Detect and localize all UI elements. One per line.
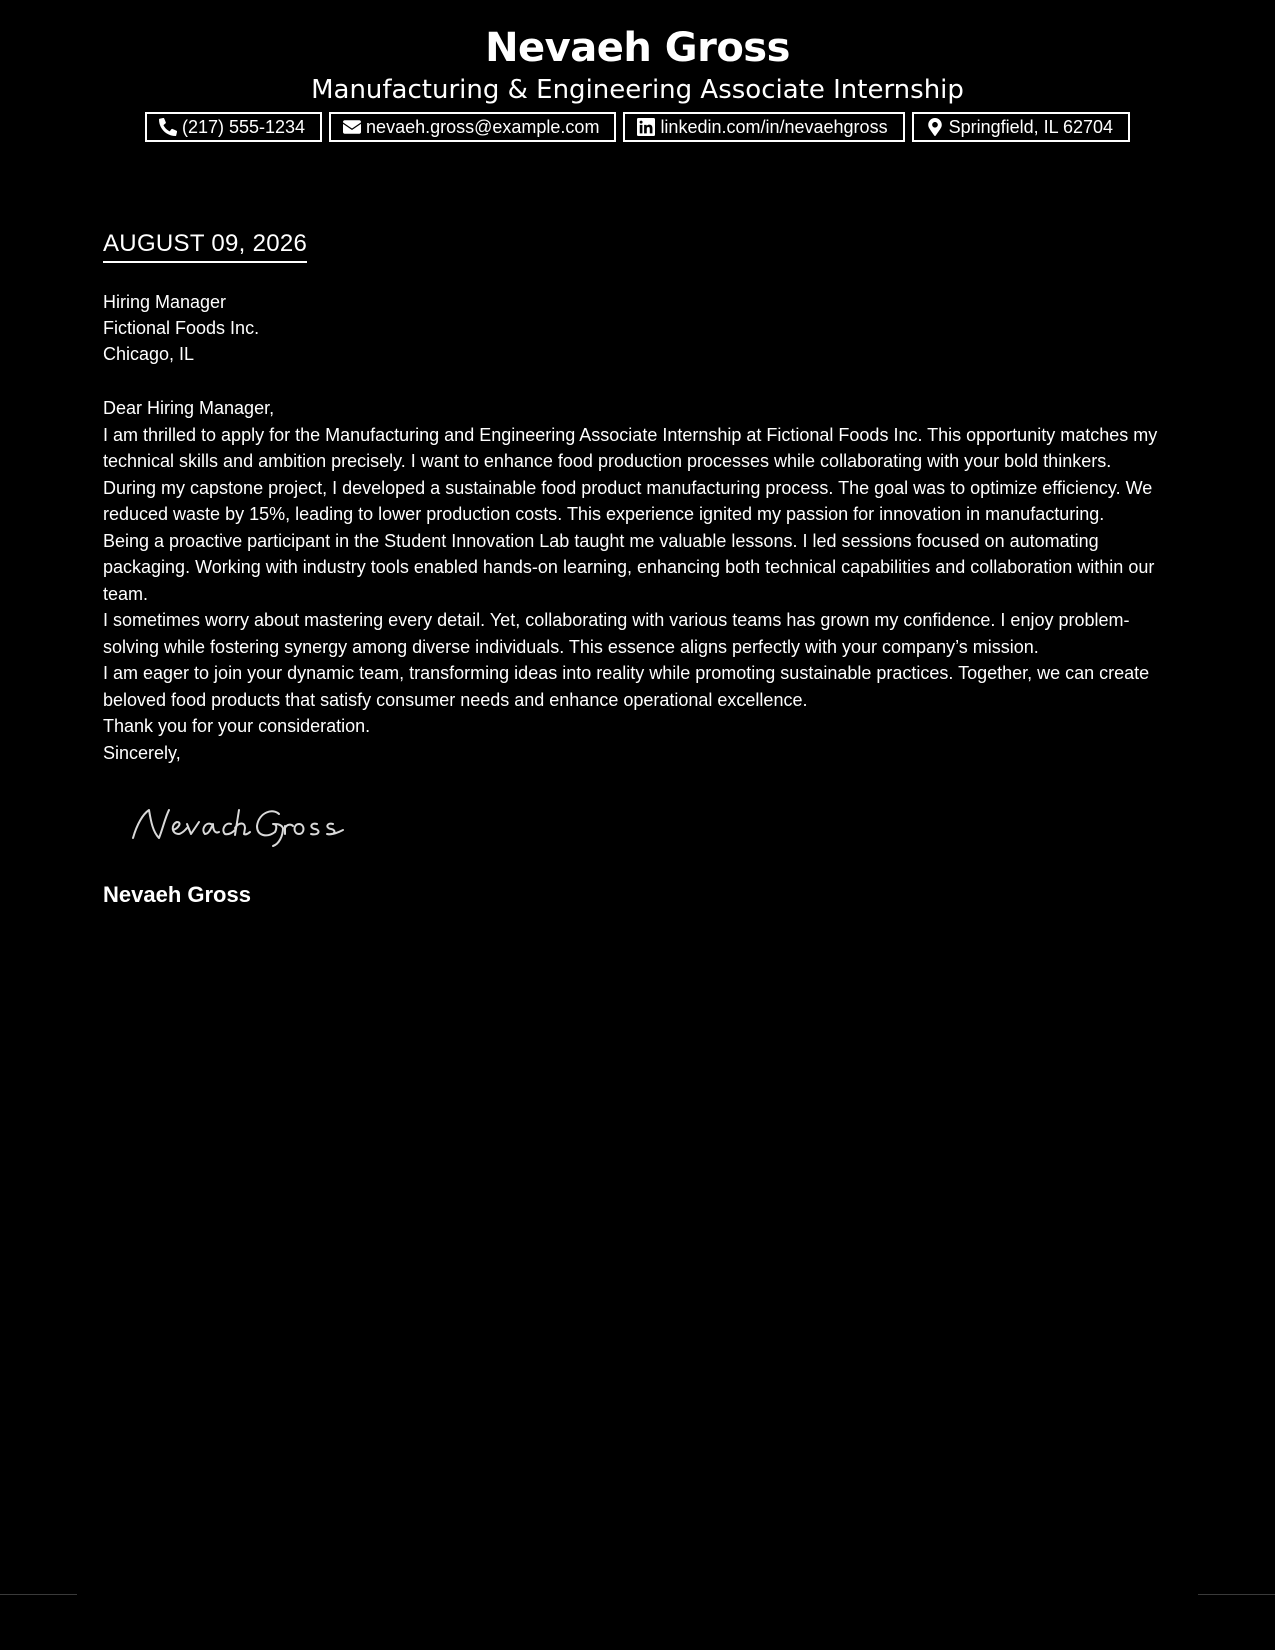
phone-text: (217) 555-1234 xyxy=(181,116,306,137)
recipient-line: Chicago, IL xyxy=(103,344,195,364)
body-paragraph: I am eager to join your dynamic team, transforming ideas into reality while promoting sustainable practices. Together, we can create beloved food products that satisfy consumer needs and enhance operational excellence. xyxy=(103,663,1150,710)
recipient-block xyxy=(103,289,1183,367)
map-pin-icon xyxy=(926,118,944,136)
body-paragraph: I sometimes worry about mastering every detail. Yet, collaborating with various teams has grown my confidence. I enjoy problem-solving while fostering synergy among diverse individuals. This essence aligns perfectly with your company’s mission. xyxy=(103,610,1130,657)
recipient-line: Hiring Manager xyxy=(103,292,227,312)
body-paragraph: I am thrilled to apply for the Manufacturing and Engineering Associate Internship at Fictional Foods Inc. This opportunity matches my technical skills and ambition precisely. I want to enhance food production processes while collaborating with your bold thinkers. xyxy=(103,424,1158,471)
handwritten-signature xyxy=(127,802,347,848)
position-title: Manufacturing & Engineering Associate Internship xyxy=(311,75,964,105)
contact-phone[interactable] xyxy=(145,112,322,142)
phone-icon xyxy=(159,118,177,136)
footer-divider-left xyxy=(0,1594,77,1595)
email-text: nevaeh.gross@example.com xyxy=(366,116,600,137)
linkedin-icon xyxy=(637,118,655,136)
linkedin-text: linkedin.com/in/nevaehgross xyxy=(660,116,888,137)
letter-body xyxy=(103,289,1183,910)
thanks-line: Thank you for your consideration. xyxy=(103,716,371,736)
body-paragraph: Being a proactive participant in the Student Innovation Lab taught me valuable lessons. I led sessions focused on automating packaging. Working with industry tools enabled hands-on learning, enhancing both technical capabilities and collaboration within our team. xyxy=(103,530,1155,604)
applicant-name: Nevaeh Gross xyxy=(485,25,790,71)
envelope-icon xyxy=(343,118,361,136)
contact-linkedin[interactable] xyxy=(623,112,904,142)
salutation: Dear Hiring Manager, xyxy=(103,398,275,418)
signer-name: Nevaeh Gross xyxy=(103,881,251,907)
footer-divider-right xyxy=(1198,1594,1275,1595)
contact-row xyxy=(0,112,1275,142)
contact-email[interactable] xyxy=(329,112,616,142)
closing: Sincerely, xyxy=(103,742,181,763)
letter-header xyxy=(0,22,1275,142)
recipient-line: Fictional Foods Inc. xyxy=(103,318,260,338)
body-paragraph: During my capstone project, I developed a sustainable food product manufacturing process. The goal was to optimize efficiency. We reduced waste by 15%, leading to lower production costs. This experience ignited my passion for innovation in manufacturing. xyxy=(103,477,1153,524)
letter-date: AUGUST 09, 2026 xyxy=(103,228,307,263)
location-text: Springfield, IL 62704 xyxy=(948,116,1114,137)
contact-location[interactable] xyxy=(912,112,1130,142)
